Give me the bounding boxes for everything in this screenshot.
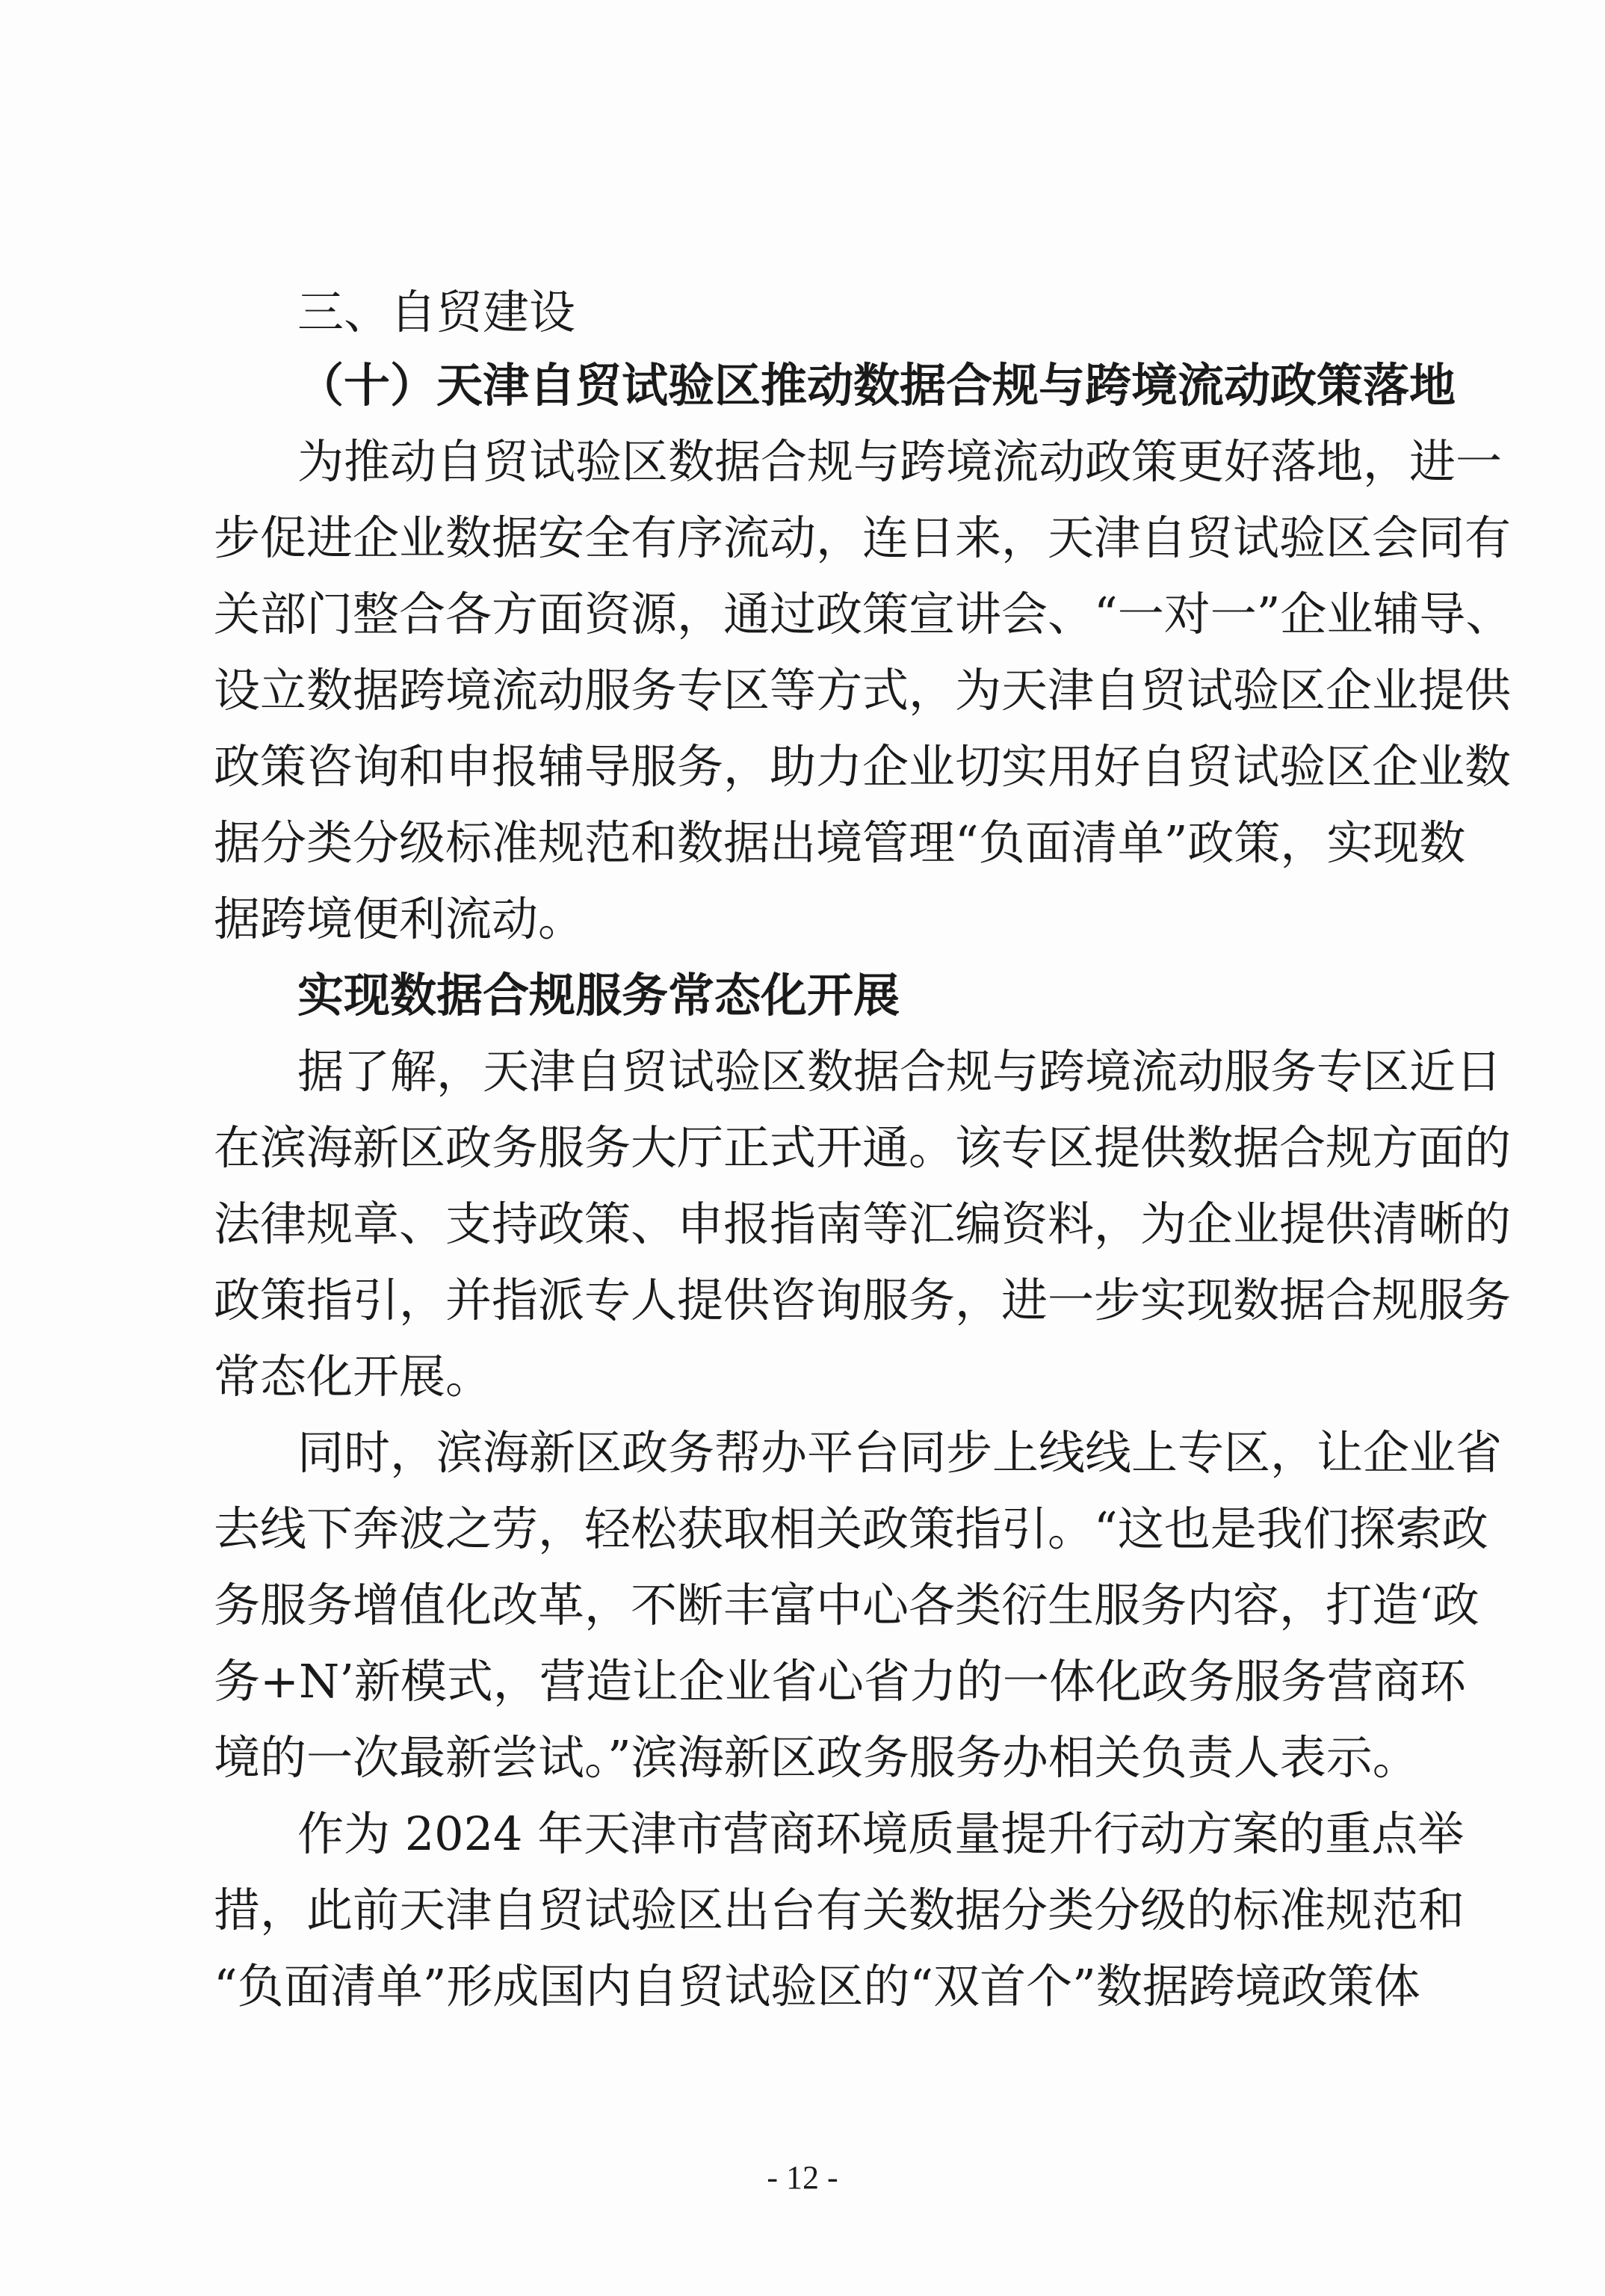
paragraph-line: 务+N’新模式，营造让企业省心省力的一体化政务服务营商环 (214, 1654, 1466, 1709)
paragraph-line: 措，此前天津自贸试验区出台有关数据分类分级的标准规范和 (214, 1883, 1465, 1937)
bold-subheading: 实现数据合规服务常态化开展 (297, 968, 900, 1022)
paragraph-line: 政策咨询和申报辅导服务，助力企业切实用好自贸试验区企业数 (214, 739, 1512, 794)
paragraph-line: 关部门整合各方面资源，通过政策宣讲会、“一对一”企业辅导、 (214, 587, 1512, 641)
paragraph-line: 为推动自贸试验区数据合规与跨境流动政策更好落地，进一 (297, 434, 1503, 489)
paragraph-line: 据分类分级标准规范和数据出境管理“负面清单”政策，实现数 (214, 815, 1466, 870)
paragraph-line: “负面清单”形成国内自贸试验区的“双首个”数据跨境政策体 (214, 1959, 1420, 2013)
paragraph-line: 务服务增值化改革，不断丰富中心各类衍生服务内容，打造‘政 (214, 1578, 1479, 1632)
section-heading: 三、自贸建设 (297, 285, 576, 339)
paragraph-line: 作为 2024 年天津市营商环境质量提升行动方案的重点举 (297, 1806, 1465, 1861)
paragraph-line: 据跨境便利流动。 (214, 892, 585, 946)
paragraph-line: 在滨海新区政务服务大厅正式开通。该专区提供数据合规方面的 (214, 1120, 1512, 1175)
paragraph-line: 法律规章、支持政策、申报指南等汇编资料，为企业提供清晰的 (214, 1197, 1512, 1251)
paragraph-line: 设立数据跨境流动服务专区等方式，为天津自贸试验区企业提供 (214, 663, 1512, 718)
paragraph-line: 常态化开展。 (214, 1349, 492, 1404)
paragraph-line: 去线下奔波之劳，轻松获取相关政策指引。“这也是我们探索政 (214, 1502, 1488, 1556)
paragraph-line: 政策指引，并指派专人提供咨询服务，进一步实现数据合规服务 (214, 1273, 1512, 1327)
subsection-heading: （十）天津自贸试验区推动数据合规与跨境流动政策落地 (297, 358, 1456, 413)
page-number: - 12 - (767, 2159, 838, 2196)
paragraph-line: 步促进企业数据安全有序流动，连日来，天津自贸试验区会同有 (214, 510, 1512, 565)
paragraph-line: 同时，滨海新区政务帮办平台同步上线线上专区，让企业省 (297, 1425, 1503, 1480)
paragraph-line: 境的一次最新尝试。”滨海新区政务服务办相关负责人表示。 (214, 1730, 1419, 1785)
paragraph-line: 据了解，天津自贸试验区数据合规与跨境流动服务专区近日 (297, 1044, 1503, 1099)
